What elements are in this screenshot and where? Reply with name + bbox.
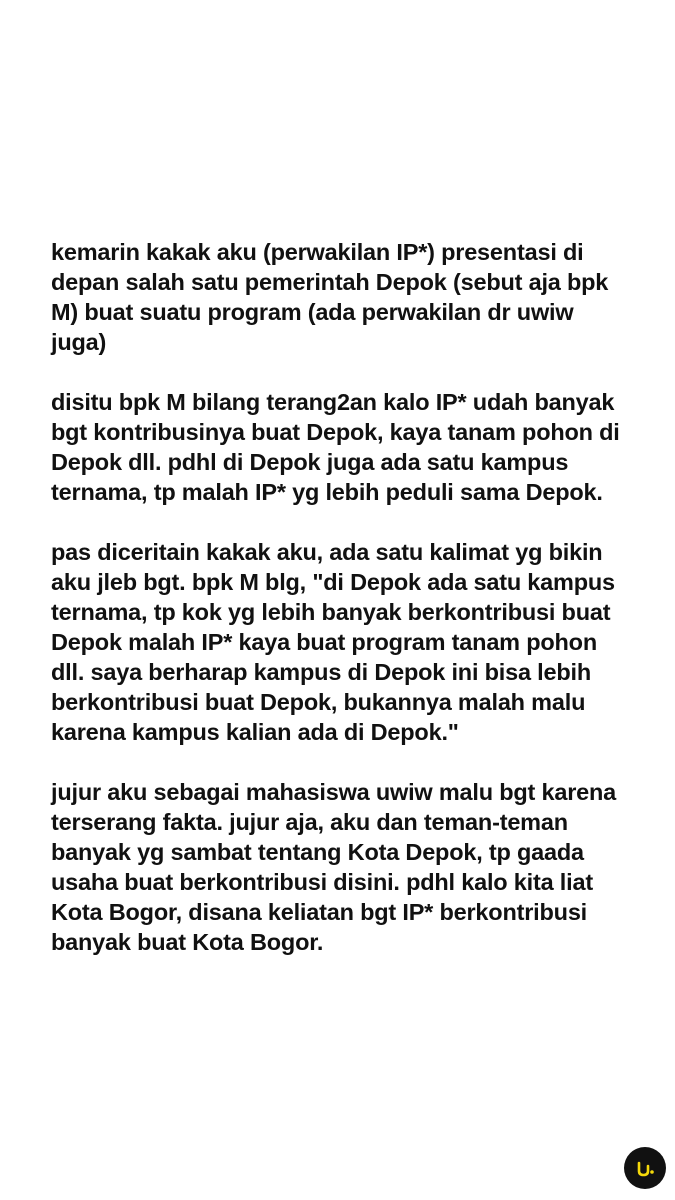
text-line: jujur aku sebagai mahasiswa uwiw malu bgt karena <box>51 779 617 805</box>
text-line: bgt kontribusinya buat Depok, kaya tanam pohon di <box>51 419 620 445</box>
text-line: terserang fakta. jujur aja, aku dan teman-teman <box>51 809 568 835</box>
text-line: pas diceritain kakak aku, ada satu kalimat yg bikin <box>51 539 603 565</box>
text-line: usaha buat berkontribusi disini. pdhl kalo kita liat <box>51 869 593 895</box>
text-line: depan salah satu pemerintah Depok (sebut aja bpk <box>51 269 609 295</box>
text-line: Kota Bogor, disana keliatan bgt IP* berkontribusi <box>51 899 588 925</box>
app-logo-icon <box>624 1147 666 1189</box>
paragraph-4 <box>51 777 651 957</box>
note-text <box>51 237 651 987</box>
text-line: juga) <box>51 329 107 355</box>
text-line: berkontribusi buat Depok, bukannya malah malu <box>51 689 586 715</box>
text-line: dll. saya berharap kampus di Depok ini bisa lebih <box>51 659 592 685</box>
text-line: disitu bpk M bilang terang2an kalo IP* udah banyak <box>51 389 615 415</box>
text-line: ternama, tp kok yg lebih banyak berkontribusi buat <box>51 599 611 625</box>
app-logo-badge[interactable] <box>624 1147 666 1189</box>
text-line: ternama, tp malah IP* yg lebih peduli sama Depok. <box>51 479 603 505</box>
text-line: M) buat suatu program (ada perwakilan dr uwiw <box>51 299 574 325</box>
paragraph-3 <box>51 537 651 747</box>
text-line: banyak buat Kota Bogor. <box>51 929 324 955</box>
text-line: banyak yg sambat tentang Kota Depok, tp gaada <box>51 839 584 865</box>
text-line: karena kampus kalian ada di Depok." <box>51 719 459 745</box>
paragraph-1 <box>51 237 651 357</box>
text-line: aku jleb bgt. bpk M blg, "di Depok ada satu kampus <box>51 569 615 595</box>
text-line: Depok malah IP* kaya buat program tanam pohon <box>51 629 597 655</box>
text-line: kemarin kakak aku (perwakilan IP*) presentasi di <box>51 239 584 265</box>
text-line: Depok dll. pdhl di Depok juga ada satu kampus <box>51 449 569 475</box>
paragraph-2 <box>51 387 651 507</box>
